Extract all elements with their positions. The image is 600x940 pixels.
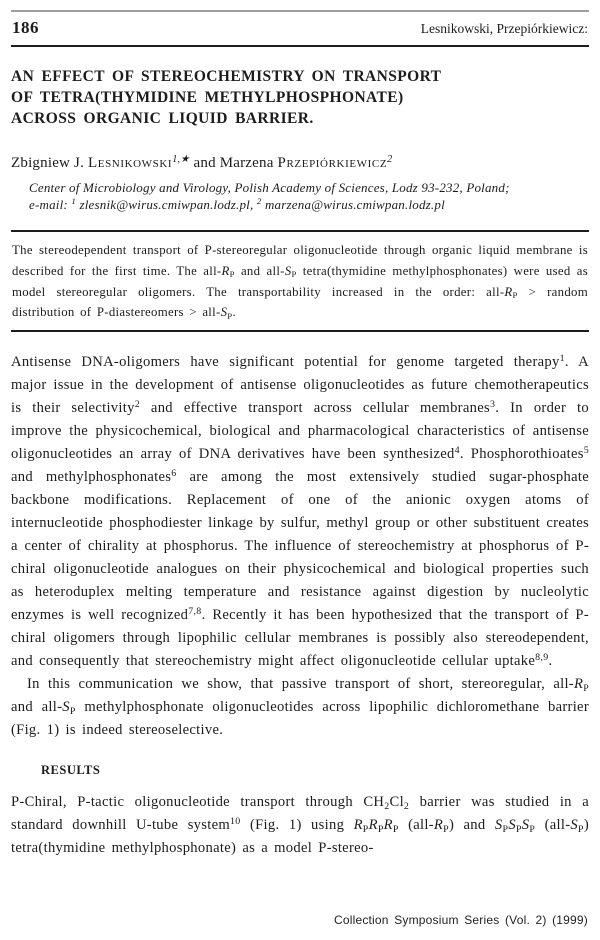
title-line-3: ACROSS ORGANIC LIQUID BARRIER. bbox=[11, 110, 314, 127]
page-header bbox=[11, 12, 589, 45]
affiliation-line-2: e-mail: $^1$ zlesnik@wirus.cmiwpan.lodz.pl, $^2$ marzena@wirus.cmiwpan.lodz.pl bbox=[29, 196, 445, 212]
authors-line: Zbigniew J. Lesnikowski$^{1,★}$ and Marzena Przepiórkiewicz$^2$ bbox=[11, 153, 393, 171]
running-head: Lesnikowski, Przepiórkiewicz: bbox=[420, 21, 588, 36]
abstract-text: The stereodependent transport of P-stereoregular oligonucleotide through organic liquid membrane is described for the first time. The all-$R_P$ and all-$S_P$ tetra(thymidine methylphosphonates) were used as model stereoregular oligomers. The transportability increased in the order: all-$R_P$ > random distribution of P-diastereomers > all-$S_P$. bbox=[12, 243, 589, 321]
body-paragraph-3: P-Chiral, P-tactic oligonucleotide transport through $CH_2Cl_2$ barrier was studied in a standard downhill U-tube system$^{10}$ (Fig. 1) using $R_PR_PR_P$ $(all-R_P)$ and $S_PS_PS_P$ $(all-S_P)$ tetra(thymidine methylphosphonate) as a model P-stereo- bbox=[11, 794, 590, 857]
body-paragraph-2: In this communication we show, that passive transport of short, stereoregular, all-$R_P$ and all-$S_P$ methylphosphonate oligonucleotides across lipophilic dichloromethane barrier (Fig. 1) is indeed stereoselective. bbox=[11, 676, 589, 739]
title-line-1: AN EFFECT OF STEREOCHEMISTRY ON TRANSPORT bbox=[11, 68, 442, 85]
section-heading-results: RESULTS bbox=[41, 763, 101, 778]
journal-footer: Collection Symposium Series (Vol. 2) (1999) bbox=[333, 913, 588, 927]
header-rule bbox=[11, 45, 589, 47]
title-line-2: OF TETRA(THYMIDINE METHYLPHOSPHONATE) bbox=[11, 89, 404, 106]
body-paragraph-1: Antisense DNA-oligomers have significant potential for genome targeted therapy$^1$. A major issue in the development of antisense oligonucleotides as future chemotherapeutics is their selectivity$^2$ and effective transport across cellular membranes$^3$. In order to improve the physicochemical, biological and pharmacological characteristics of antisense oligonucleotides an array of DNA derivatives have been synthesized$^4$. Phosphorothioates$^5$ and methylphosphonates$^6$ are among the most extensively studied sugar-phosphate backbone modifications. Replacement of one of the anionic oxygen atoms of internucleotide phosphodiester linkage by sulfur, methyl group or other substituent creates a center of chirality at phosphorus. The influence of stereochemistry at phosphorus of P-chiral oligonucleotide analogues on their physicochemical and biological properties such as heteroduplex melting temperature and resistance against digestion by nucleolytic enzymes is well recognized$^{7,8}$. Recently it has been hypothesized that the transport of P-chiral oligomers through lipophilic cellular membranes is possibly also stereodependent, and consequently that stereochemistry might affect oligonucleotide cellular uptake$^{8,9}$. bbox=[11, 353, 590, 670]
affiliation bbox=[29, 180, 589, 213]
article-title bbox=[11, 66, 589, 129]
affiliation-line-1: Center of Microbiology and Virology, Polish Academy of Sciences, Lodz 93-232, Poland; bbox=[29, 180, 510, 195]
page-number: 186 bbox=[12, 18, 39, 37]
abstract-rule-bottom bbox=[11, 330, 589, 332]
